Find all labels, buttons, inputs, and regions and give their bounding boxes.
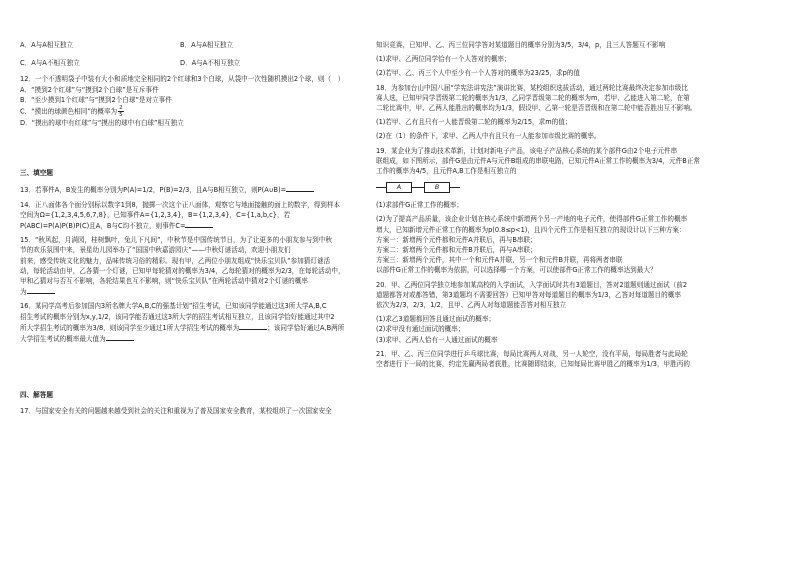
q12-option-c	[20, 105, 365, 118]
question-18-line1: 18．为参加台山中国八届“学宪法讲宪法”演讲比赛，某校组织选拔活动，通过两轮比赛最终决定参加市级比	[376, 83, 688, 92]
question-19-line2: 联组成，如下图所示，部件G是由元件A与元件B组成的串联电路，已知元件A正常工作的概率为3/4，元件B正常	[376, 156, 700, 165]
q12-option-c-fraction: $\frac{2}{5}$	[119, 105, 123, 119]
q11-option-b: B．A与A相互独立	[180, 41, 234, 49]
plan-2: 方案二：新增两个元件都和元件B并联后，再与A串联；	[376, 246, 537, 255]
question-21-line1: 21．甲、乙、丙三位同学进行乒乓球比赛，每局比赛两人对战，另一人轮空，没有平局，每局胜者与此局轮	[376, 349, 688, 358]
q19-part2-line1: (2)为了提高产品质量，该企业计划在核心系统中新增两个另一产地的电子元件，使得部件G正常工作的概率	[376, 215, 688, 224]
q19-part2-line2: 增大，已知新增元件正常工作的概率为p(0.8≤p<1)，且四个元件工作是相互独立的现设计以下三种方案：	[376, 225, 686, 234]
q17-part2: (2)若甲、乙、丙三个人中至少有一个人答对的概率为23/25，求p的值	[376, 69, 580, 78]
component-b-box: B	[424, 182, 450, 193]
q11-options-row2	[20, 58, 365, 68]
question-13: 13．若事件A，B发生的概率分别为P(A)=1/2，P(B)=2/3，且A与B相互独立，则P(A∪B)=	[20, 184, 365, 195]
question-14-line2: 空间为Ω={1,2,3,4,5,6,7,8}，已知事件A={1,2,3,4}，B={1,2,3,4}，C={1,a,b,c}，若	[20, 210, 291, 219]
left-column	[20, 40, 365, 417]
plan-1: 方案一：新增两个元件都和元件A并联后，再与B串联；	[376, 235, 537, 244]
answer-blank	[239, 322, 267, 330]
q12-option-b: B．“至少摸到1个红球”与“摸到2个白球”是对立事件	[20, 95, 172, 104]
q11-option-d: D．A与A不相互独立	[180, 59, 241, 68]
question-16-line3: 所大学招生考试的概率为3/8，则该同学至少通过1所大学招生考试的概率为 ；该同学恰好通过A,B两所	[20, 323, 345, 332]
q17-part1: (1)求甲、乙两位同学恰有一个人答对的概率；	[376, 55, 511, 64]
question-18-line3: 二轮比赛中，甲、乙两人能胜出的概率均为1/3，假设甲、乙第一轮是否晋级和在第二轮中能否胜出互不影响。	[376, 104, 697, 113]
question-14-line3: P(ABC)=P(A)P(B)P(C)且A，B与C均不独立，则事件C=	[20, 220, 365, 231]
question-18-line2: 赛人选，已知甲同学晋级第二轮的概率为1/3，乙同学晋级第二轮的概率为m，若甲、乙能进入第二轮，在第	[376, 93, 690, 102]
series-circuit-diagram	[376, 178, 774, 196]
answer-blank	[185, 220, 213, 228]
q11-option-c: C．A与A不相互独立	[20, 59, 80, 68]
question-20-line3: 依次为2/3，2/3，1/2，且甲、乙两人对每道题能否答对相互独立	[376, 301, 567, 310]
answer-blank	[106, 333, 134, 341]
wire	[450, 187, 460, 188]
q20-part3: (3)求甲、乙两人恰有一人通过面试的概率	[376, 335, 498, 344]
wire	[412, 187, 424, 188]
question-20-line1: 20．甲、乙两位同学独立地参加某高校的入学面试，入学面试时共有3道题目，答对2道题则通过面试（前2	[376, 280, 688, 289]
question-19-line3: 工作的概率为4/5，且元件A,B工作是相互独立的	[376, 167, 517, 176]
question-15-line3: 前来，感受传统文化的魅力，品味传统习俗的精彩。现有甲，乙两位小朋友组成“快乐宝贝队”参加猜灯谜活	[20, 256, 331, 265]
right-column	[376, 40, 774, 369]
question-16-line2: 招生考试的概率分别为x,y,1/2，该同学能否通过这3所大学的招生考试相互独立，且该同学恰好能通过其中2	[20, 312, 335, 321]
q11-options-row1	[20, 40, 365, 50]
q18-part1: (1)若甲、乙有且只有一人能晋级第二轮的概率为2/15，求m的值；	[376, 118, 572, 127]
question-16-line4: 大学招生考试的概率最大值为	[20, 333, 365, 344]
question-15-line6: 为	[20, 286, 365, 297]
question-16-line1: 16．某同学高考后参加国内3所名牌大学A,B,C的强基计划”招生考试，已知该同学能通过这3所大学A,B,C	[20, 302, 327, 311]
wire	[376, 187, 386, 188]
q17-continued: 知识竞赛，已知甲、乙、丙三位同学答对某道题目的概率分别为3/5，3/4，p，且三人答题互不影响	[376, 41, 666, 49]
q11-option-a: A．A与A相互独立	[20, 41, 74, 49]
q20-part1: (1)求乙3道题都回答且通过面试的概率；	[376, 315, 496, 324]
question-12: 12．一个不透明袋子中装有大小和质地完全相同的2个红球和3个白球，从袋中一次性随机摸出2个球，则（ ）	[20, 75, 345, 84]
section-4-heading: 四、解答题	[20, 391, 53, 400]
question-17: 17．与国家安全有关的问题越来越受到社会的关注和重视为了普及国家安全教育，某校组织了一次国家安全	[20, 407, 332, 416]
section-3-heading: 三、填空题	[20, 169, 53, 178]
q12-option-a: A．“摸到2个红球”与“摸到2个白球”是互斥事件	[20, 85, 159, 94]
q19-part1: (1)求部件G正常工作的概率；	[376, 201, 463, 210]
question-15-line4: 动，每轮活动由甲，乙各猜一个灯谜，已知甲每轮猜对的概率为3/4，乙每轮猜对的概率为2/3，在每轮活动中，	[20, 266, 345, 275]
answer-blank	[27, 286, 55, 294]
q18-part2: (2)在（1）的条件下，求甲、乙两人中有且只有一人能参加市级比赛的概率。	[376, 132, 601, 141]
q12-option-d: D．“摸出的球中有红球”与“摸出的球中有白球”相互独立	[20, 119, 184, 128]
question-14-line1: 14．正八面体各个面分别标以数字1到8，抛掷一次这个正八面体，观察它与地面接触的面上的数字，得到样本	[20, 200, 341, 209]
q12-option-c-text: C．“摸出的球颜色相同”的概率为	[20, 107, 118, 116]
q19-part2-ask: 以部件G正常工作的概率为依据，可以选择哪一个方案，可以使部件G正常工作的概率达到最大？	[376, 266, 657, 275]
question-15-line5: 甲和乙猜对与否互不影响，各轮结果也互不影响，则“快乐宝贝队”在两轮活动中猜对2个灯谜的概率	[20, 277, 308, 286]
question-21-line2: 空者进行下一局的比赛，约定先赢两局者获胜，比赛随即结束，已知每局比赛甲胜乙的概率为1/3，甲胜丙的	[376, 360, 690, 369]
question-20-line2: 道题都答对或都答错，第3道题均不需要回答）已知甲答对每道题目的概率为1/3，乙答对每道题目的概率	[376, 290, 681, 299]
question-15-line1: 15．“秋风起，月满园，桂树飘叶，兔儿下凡间”，中秋节是中国传统节日，为了让更多的小朋友参与到中秋	[20, 236, 332, 245]
question-15-line2: 节的欢乐氛围中来，景星幼儿园举办了“国国中秋嘉游园庆”——中秋灯谜活动，欢迎小朋友们	[20, 246, 291, 255]
question-19-line1: 19．某企业为了推动技术革新，计划对新电子产品，该电子产品核心系统的某个部件G由2个电子元件串	[376, 146, 678, 155]
q20-part2: (2)求甲没有通过面试的概率；	[376, 325, 465, 334]
component-a-box: A	[386, 182, 412, 193]
answer-blank	[286, 184, 314, 192]
plan-3: 方案三：新增两个元件，其中一个和元件A并联，另一个和元件B并联，再将两者串联	[376, 256, 623, 265]
